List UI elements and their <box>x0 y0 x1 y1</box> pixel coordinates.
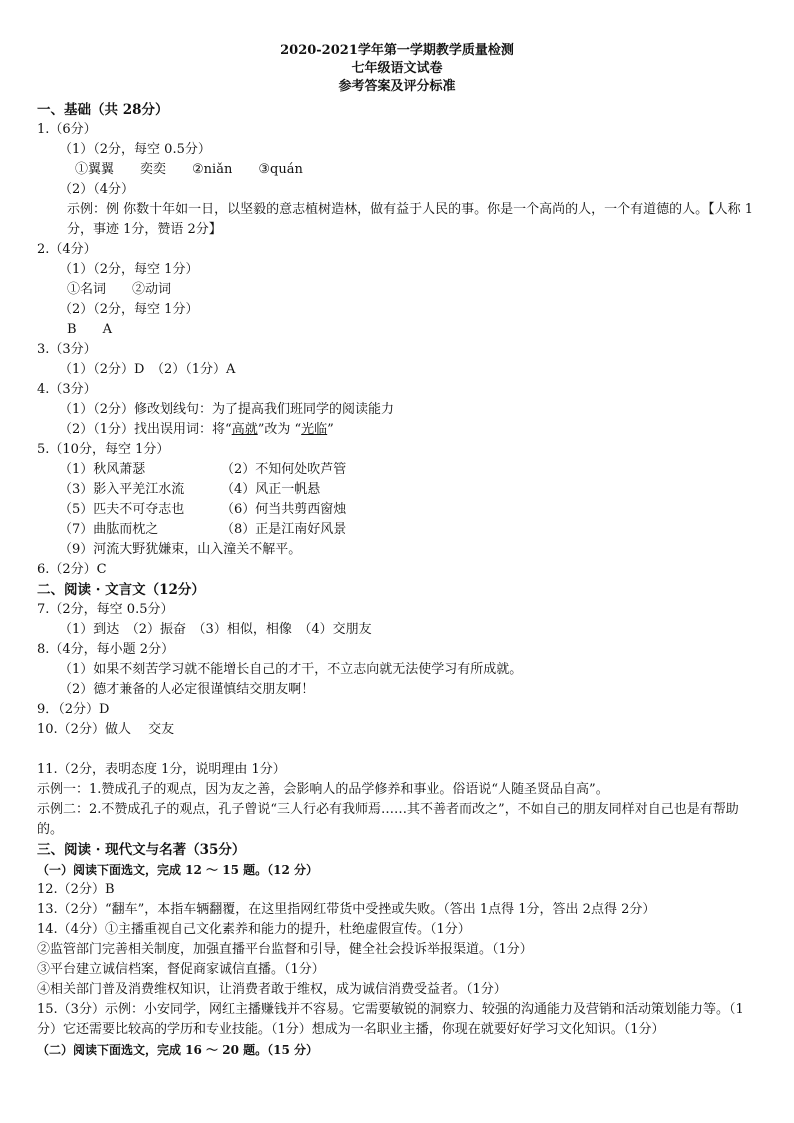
q4-label: 4.（3分） <box>37 382 97 397</box>
q5-answer-9: （9）河流大野犹嫌束，山入潼关不解平。 <box>59 542 302 557</box>
q12-answer: 12.（2分）B <box>37 882 115 897</box>
q1-answer-c: ②niǎn <box>192 162 233 177</box>
subsection-1-heading: （一）阅读下面选文，完成 12 ～ 15 题。（12 分） <box>37 863 318 877</box>
q5-row-3 <box>37 500 762 520</box>
q3-answers: （1）（2分）D （2）（1分）A <box>59 362 236 377</box>
q4-part2 <box>37 420 762 440</box>
q1-answer-d: ③quán <box>258 162 303 177</box>
exam-grade-subtitle: 七年级语文试卷 <box>351 61 443 76</box>
q5-answer-7: （7）曲肱而枕之 <box>59 522 159 537</box>
q10-answer: 10.（2分）做人 交友 <box>37 722 175 737</box>
q4-part1: （1）（2分）修改划线句：为了提高我们班同学的阅读能力 <box>59 402 395 417</box>
answer-content <box>37 100 762 1060</box>
q13-answer: 13.（2分）“翻车”，本指车辆翻覆，在这里指网红带货中受挫或失败。（答出 1点得 1分，答出 2点得 2分） <box>37 902 656 917</box>
q2-part1-answers <box>37 280 762 300</box>
q2-part2-answers <box>37 320 762 340</box>
q15-answer: 15.（3分）示例：小安同学，网红主播赚钱并不容易。它需要敏锐的洞察力、较强的沟通能力及营销和活动策划能力等。（1分）它还需要比较高的学历和专业技能。（1分）想成为一名职业主播，你现在就要好好学习文化知识。（1分） <box>37 1002 744 1037</box>
q5-row-4 <box>37 520 762 540</box>
q1-answer-b: 奕奕 <box>140 162 167 177</box>
q7-label: 7.（2分，每空 0.5分） <box>37 602 174 617</box>
section-2-heading: 二、阅读 · 文言文（12分） <box>37 582 205 598</box>
q2-answer-c: B <box>67 322 77 337</box>
q4-correct-word: 光临 <box>301 422 328 437</box>
q5-row-2 <box>37 480 762 500</box>
q11-label: 11.（2分，表明态度 1分，说明理由 1分） <box>37 762 286 777</box>
q11-example-1: 示例一：1.赞成孔子的观点，因为友之善，会影响人的品学修养和事业。俗语说“人随圣贤品自高”。 <box>37 782 609 797</box>
q1-part1: （1）（2分，每空 0.5分） <box>59 142 211 157</box>
q5-answer-2: （2）不知何处吹芦管 <box>221 462 347 477</box>
q14-line-1: 14.（4分）①主播重视自己文化素养和能力的提升，杜绝虚假宣传。（1分） <box>37 922 471 937</box>
q4-wrong-word: 高就 <box>231 422 258 437</box>
q1-part1-answers <box>37 160 762 180</box>
q8-part2: （2）德才兼备的人必定很谨慎结交朋友啊！ <box>59 682 315 697</box>
q8-part1: （1）如果不刻苦学习就不能增长自己的才干，不立志向就无法使学习有所成就。 <box>59 662 523 677</box>
q2-part2: （2）（2分，每空 1分） <box>59 302 199 317</box>
q4-part2-middle: ”改为 “ <box>257 422 302 437</box>
section-3-heading: 三、阅读 · 现代文与名著（35分） <box>37 842 246 858</box>
q2-answer-b: ②动词 <box>132 282 172 297</box>
q5-answer-8: （8）正是江南好风景 <box>221 522 347 537</box>
q5-label: 5.（10分，每空 1分） <box>37 442 170 457</box>
q5-answer-3: （3）影入平羌江水流 <box>59 482 185 497</box>
q14-line-3: ③平台建立诚信档案，督促商家诚信直播。（1分） <box>37 962 325 977</box>
q11-example-2: 示例二：2.不赞成孔子的观点，孔子曾说“三人行必有我师焉……其不善者而改之”，不如自己的朋友同样对自己也是有帮助的。 <box>37 802 739 837</box>
q4-part2-prefix: （2）（1分）找出误用词：将“ <box>59 422 232 437</box>
q2-answer-d: A <box>102 322 112 337</box>
subsection-2-heading: （二）阅读下面选文，完成 16 ～ 20 题。（15 分） <box>37 1043 318 1057</box>
q3-label: 3.（3分） <box>37 342 97 357</box>
q6-answer: 6.（2分）C <box>37 562 107 577</box>
q2-part1: （1）（2分，每空 1分） <box>59 262 199 277</box>
q9-answer: 9．（2分）D <box>37 702 110 717</box>
q14-line-4: ④相关部门普及消费维权知识，让消费者敢于维权，成为诚信消费受益者。（1分） <box>37 982 507 997</box>
q2-answer-a: ①名词 <box>67 282 107 297</box>
q5-answer-6: （6）何当共剪西窗烛 <box>221 502 347 517</box>
q5-row-1 <box>37 460 762 480</box>
q14-line-2: ②监管部门完善相关制度，加强直播平台监督和引导，健全社会投诉举报渠道。（1分） <box>37 942 533 957</box>
q5-answer-5: （5）匹夫不可夺志也 <box>59 502 185 517</box>
q4-part2-suffix: ” <box>327 422 334 437</box>
q5-answer-1: （1）秋风萧瑟 <box>59 462 146 477</box>
q1-part2-answer: 示例：例 你数十年如一日，以坚毅的意志植树造林，做有益于人民的事。你是一个高尚的人，一个有道德的人。【人称 1分，事迹 1分，赞语 2分】 <box>67 202 754 237</box>
q7-answers: （1）到达 （2）振奋 （3）相似，相像 （4）交朋友 <box>59 622 372 637</box>
q2-label: 2.（4分） <box>37 242 97 257</box>
section-1-heading: 一、基础（共 28分） <box>37 102 169 118</box>
q1-part2: （2）（4分） <box>59 182 135 197</box>
q1-answer-a: ①翼翼 <box>75 162 115 177</box>
q1-label: 1.（6分） <box>37 122 97 137</box>
q8-label: 8.（4分，每小题 2分） <box>37 642 175 657</box>
answer-key-subtitle: 参考答案及评分标准 <box>338 79 456 94</box>
exam-title: 2020-2021学年第一学期教学质量检测 <box>280 43 514 58</box>
q5-answer-4: （4）风正一帆悬 <box>221 482 321 497</box>
